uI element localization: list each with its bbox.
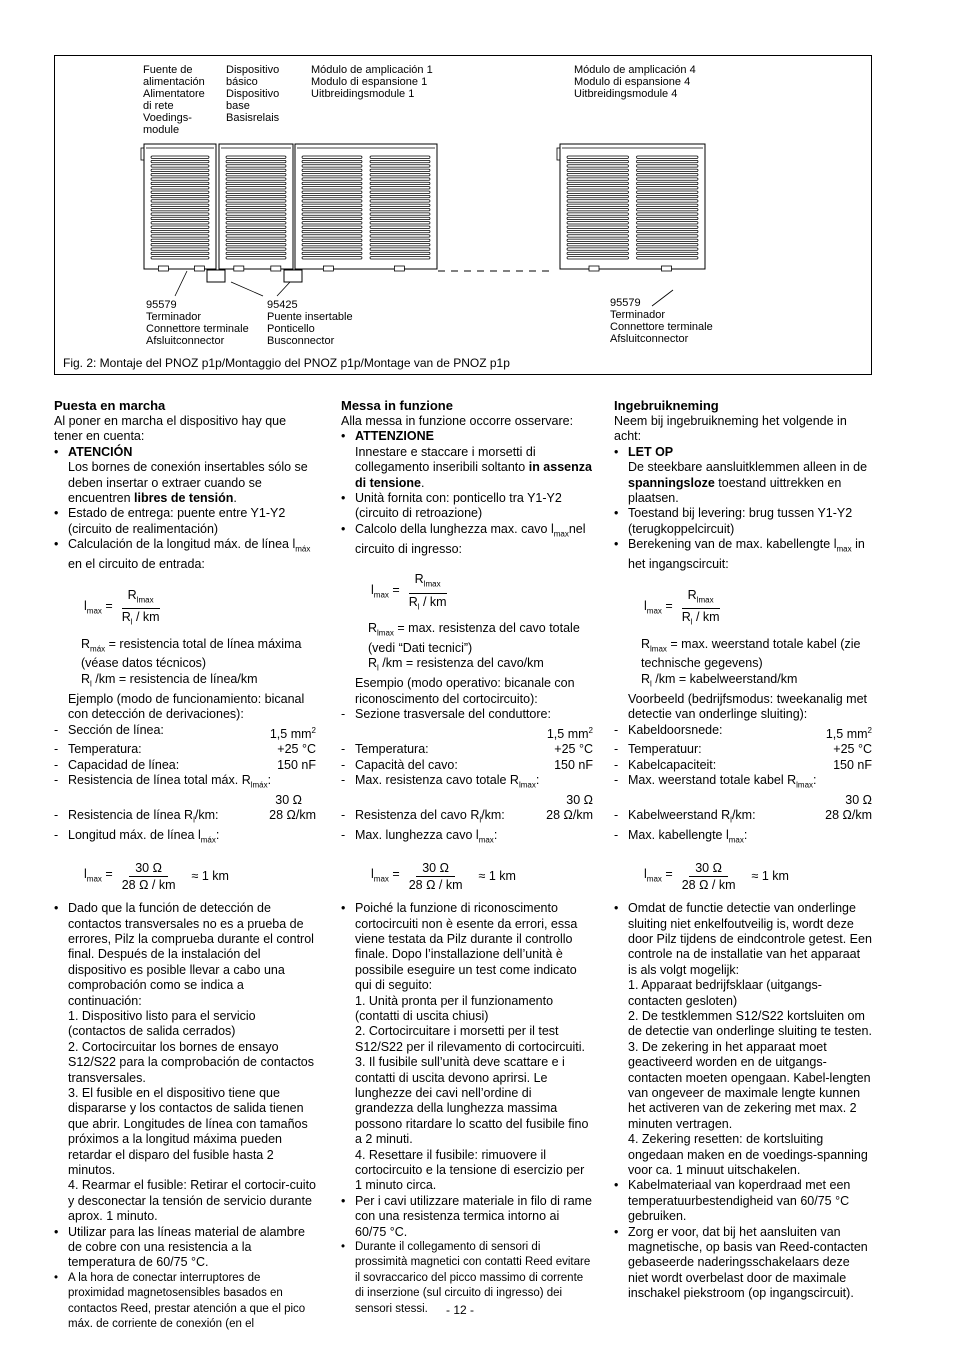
param-key: - Capacità del cavo:	[355, 757, 458, 772]
text: R	[641, 671, 651, 686]
text: =	[661, 866, 673, 881]
param-key: Max. weerstand totale kabel R	[628, 772, 797, 787]
step: 2. De testklemmen S12/S22 kortsluiten om de detectie van onderlinge sluiting te testen.	[628, 1008, 872, 1039]
step: 2. Cortocircuitar los bornes de ensayo S12/S22 para la comprobación de contactos transversales.	[68, 1039, 314, 1085]
param-row	[341, 742, 593, 757]
denominator: 28 Ω / km	[681, 878, 736, 893]
step: 3. Il fusibile sull’unità deve scattare e i contatti di uscita devono aprirsi. Le lunghezze dei cavi nell’ordine di grandezza della lunghezza massima possono ritardare lo scatto del fusibile fino a 2 minuti.	[355, 1055, 589, 1147]
text: /km = kabelweerstand/km	[651, 671, 798, 686]
subscript: l	[417, 602, 420, 612]
foot-left	[234, 266, 244, 271]
subscript: max	[836, 544, 852, 554]
param-value: 150 nF	[277, 757, 316, 772]
label-expansion-4: Módulo de amplicación 4 Modulo di espansione 4 Uitbreidingsmodule 4	[574, 64, 696, 100]
subscript: lmáx	[250, 780, 268, 790]
definition	[641, 637, 872, 672]
subscript: l	[193, 815, 195, 825]
param-value: 30 Ω	[275, 792, 302, 807]
numerator: 30 Ω	[689, 860, 728, 877]
subscript: l	[130, 617, 133, 627]
param-row	[54, 758, 316, 773]
param-value: +25 °C	[277, 742, 316, 757]
subscript: max	[373, 590, 389, 600]
example-intro: Voorbeeld (bedrijfsmodus: tweekanalig met detectie van onderlinge sluiting):	[628, 691, 868, 722]
text: .	[420, 475, 425, 490]
subscript: lmax	[796, 780, 814, 790]
params-es	[54, 723, 316, 849]
subscript: max	[553, 529, 569, 539]
figure-caption: Fig. 2: Montaje del PNOZ p1p/Montaggio del PNOZ p1p/Montage van de PNOZ p1p	[63, 356, 510, 370]
text: R	[81, 671, 91, 686]
param-key: Sezione trasversale del conduttore:	[355, 707, 551, 722]
text: toestand uittrekken en plaatsen.	[628, 475, 842, 506]
heading-es: Puesta en marcha	[54, 398, 166, 413]
emphasis: libres de tensión	[134, 491, 234, 506]
superscript: 2	[311, 725, 316, 735]
formula-lmax	[644, 587, 872, 631]
text: / km	[132, 610, 160, 625]
foot-left	[589, 266, 599, 271]
foot-left	[323, 266, 333, 271]
text: in het ingangscircuit:	[628, 537, 865, 572]
column-dutch	[614, 397, 872, 1302]
list-item	[341, 901, 593, 1194]
subscript: max	[373, 874, 389, 884]
subscript: máx	[90, 644, 106, 654]
subscript: l	[90, 679, 92, 689]
definitions-it	[341, 621, 593, 676]
param-key: Resistencia de línea R	[68, 808, 194, 823]
text: /km:	[481, 808, 505, 823]
subscript: máx	[295, 544, 311, 554]
heading-it: Messa in funzione	[341, 398, 453, 413]
warning-title: LET OP	[628, 444, 674, 459]
list-item	[614, 537, 872, 572]
foot-right	[194, 266, 204, 271]
text: / km	[419, 594, 447, 609]
list-item	[341, 522, 593, 557]
step: 4. Rearmar el fusible: Retirar el cortocir-cuito y desconectar la tensión de servicio durante aprox. 1 minuto.	[68, 1178, 316, 1224]
param-value: 1,5 mm	[546, 726, 589, 741]
param-row	[341, 758, 593, 773]
list-item	[54, 445, 316, 507]
definitions-es	[54, 637, 316, 692]
definition	[368, 656, 593, 676]
text: =	[661, 598, 673, 613]
subscript: lmax	[696, 595, 714, 605]
definition	[81, 672, 316, 692]
param-value: 1,5 mm	[825, 726, 868, 741]
intro-nl: Neem bij ingebruikneming het volgende in acht:	[614, 414, 847, 444]
param-row	[54, 773, 316, 808]
text: l	[84, 598, 87, 613]
param-key: - Capacidad de línea:	[68, 757, 180, 772]
foot-right	[271, 266, 281, 271]
example-intro: Esempio (modo operativo: bicanale con riconoscimento del cortocircuito):	[355, 676, 575, 706]
text: R	[641, 636, 651, 651]
subscript: máx	[200, 835, 216, 845]
numerator: 30 Ω	[416, 860, 455, 877]
emphasis: in assenza di tensione	[355, 460, 592, 490]
subscript: max	[478, 835, 494, 845]
example-intro: Ejemplo (modo de funcionamiento: bicanal con detección de derivaciones):	[68, 691, 305, 722]
label-basic-device: Dispositivo básico Dispositivo base Basisrelais	[226, 64, 280, 124]
text: R	[368, 656, 378, 671]
text: :	[215, 828, 220, 843]
intro-es: Al poner en marcha el dispositivo hay que tener en cuenta:	[54, 414, 287, 444]
param-value: 150 nF	[554, 757, 593, 772]
subscript: max	[86, 606, 102, 616]
pointer-line	[175, 271, 187, 296]
label-bridge-connector: 95425 Puente insertable Ponticello Busconnector	[267, 299, 353, 347]
definition	[641, 672, 872, 692]
text: :	[535, 772, 540, 787]
param-row	[341, 808, 593, 828]
list-item: • Toestand bij levering: brug tussen Y1-Y2 (terugkoppelcircuit)	[614, 506, 872, 537]
text: l	[644, 866, 647, 881]
list-item: • Kabelmateriaal van koperdraad met een temperatuurbestendigheid van 60/75 °C gebruiken.	[614, 1178, 872, 1224]
superscript: 2	[867, 725, 872, 735]
param-value: 30 Ω	[845, 792, 872, 807]
subscript: max	[646, 606, 662, 616]
list-item	[54, 901, 316, 1225]
param-key: - Kabeldoorsnede:	[628, 722, 723, 737]
label-power-supply: Fuente de alimentación Alimentatore di rete Voedings- module	[143, 64, 205, 136]
denominator: 28 Ω / km	[121, 878, 176, 893]
result: ≈ 1 km	[478, 868, 516, 883]
formula-example	[644, 860, 872, 893]
text: :	[267, 772, 272, 787]
step: 4. Resettare il fusibile: rimuovere il cortocircuito e la tensione di esercizio per 1 minuto circa.	[355, 1147, 585, 1193]
heading-nl: Ingebruikneming	[614, 398, 719, 413]
param-value: +25 °C	[833, 742, 872, 757]
bridge-connector	[284, 270, 302, 282]
param-key: - Temperatura:	[68, 742, 142, 757]
definition	[81, 637, 316, 672]
list-nl-2	[614, 901, 872, 1302]
param-row	[614, 723, 872, 743]
list-item	[341, 429, 593, 491]
param-row	[54, 742, 316, 757]
text: /km = resistenza del cavo/km	[378, 656, 544, 671]
list-item: • Utilizar para las líneas material de alambre de cobre con una resistencia a la temperatura de 60/75 °C.	[54, 1225, 316, 1271]
list-item: • Unità fornita con: ponticello tra Y1-Y2 (circuito di retroazione)	[341, 491, 593, 522]
text: Los bornes de conexión insertables sólo se deben insertar o extraer cuando se encuentren	[68, 460, 308, 506]
param-key: - Temperatura:	[355, 742, 429, 757]
text: Berekening van de max. kabellengte l	[628, 537, 837, 552]
text: en el circuito de entrada:	[68, 557, 205, 572]
text: R	[127, 587, 137, 602]
text: =	[388, 866, 400, 881]
param-key: - Kabelcapaciteit:	[628, 757, 717, 772]
text: Innestare e staccare i morsetti di collegamento inseribili soltanto	[355, 444, 536, 475]
param-row	[614, 808, 872, 828]
step: 4. Zekering resetten: de kortsluiting ongedaan maken en de voedings-spanning voor ca. 1 minuut uitschakelen.	[628, 1132, 868, 1177]
warning-title: ATENCIÓN	[68, 444, 133, 459]
param-value: 28 Ω/km	[269, 808, 316, 823]
param-key: Kabelweerstand R	[628, 808, 731, 823]
subscript: lmax	[518, 780, 536, 790]
denominator: 28 Ω / km	[408, 878, 463, 893]
param-row	[54, 808, 316, 828]
text: l	[84, 866, 87, 881]
param-key: Resistenza del cavo R	[355, 808, 480, 823]
list-item	[614, 901, 872, 1178]
list-item	[54, 537, 316, 572]
text: R	[687, 587, 697, 602]
text: / km	[692, 610, 720, 625]
step: 1. Unità pronta per il funzionamento (contatti di uscita chiusi)	[355, 993, 554, 1023]
list-es	[54, 445, 316, 573]
text: Poiché la funzione di riconoscimento cortocircuiti non è esente da errori, essa viene testata da Pilz durante il controllo finale. Dopo l’installazione dell’unità è possibile eseguire un test come indicato qui di seguito:	[355, 901, 578, 993]
step: 2. Cortocircuitare i morsetti per il test S12/S22 per il rilevamento di cortocircuiti.	[355, 1024, 585, 1054]
text: :	[743, 828, 748, 843]
label-terminator-right: 95579 Terminador Connettore terminale Afsluitconnector	[610, 297, 713, 345]
list-it-2	[341, 901, 593, 1317]
list-it	[341, 429, 593, 557]
foot-right	[394, 266, 404, 271]
param-row	[614, 742, 872, 757]
subscript: lmax	[136, 595, 154, 605]
text: R	[81, 636, 91, 651]
param-key: - Sección de línea:	[68, 722, 164, 737]
subscript: l	[690, 617, 693, 627]
param-value: 150 nF	[833, 757, 872, 772]
list-item: • Durante il collegamento di sensori di prossimità magnetici con contatti Reed evitare il sovraccarico del picco massimo di corrente di inserzione (sul circuito di ingresso) dei sensori stessi.	[341, 1240, 593, 1317]
foot-left	[158, 266, 168, 271]
text: :	[813, 772, 817, 787]
step: 3. El fusible en el dispositivo tiene que dispararse y los contactos de salida tienen que abrir. Longitudes de línea con tamaños próximos a la longitud máxima pueden retardar el disparo del fusible hasta 2 minutos.	[68, 1085, 308, 1177]
param-row	[614, 758, 872, 773]
param-key: Max. kabellengte l	[628, 828, 729, 843]
formula-lmax	[371, 571, 593, 615]
subscript: lmax	[377, 628, 394, 638]
column-italian	[341, 397, 593, 1317]
param-row	[614, 773, 872, 808]
figure-2	[54, 55, 872, 375]
text: R	[121, 610, 131, 625]
subscript: max	[86, 874, 102, 884]
emphasis: spanningsloze	[628, 475, 715, 490]
text: =	[101, 866, 113, 881]
text: nel circuito di ingresso:	[355, 521, 586, 556]
text: .	[233, 491, 237, 506]
text: l	[644, 598, 647, 613]
text: Omdat de functie detectie van onderlinge sluiting niet enkelfoutveilig is, wordt deze door Pilz tijdens de eindcontrole getest. Een controle na de installatie van het apparaat is als volgt mogelijk:	[628, 901, 872, 977]
param-key: Resistencia de línea total máx. R	[68, 772, 251, 787]
intro-it: Alla messa in funzione occorre osservare:	[341, 414, 574, 428]
text: = resistencia total de línea máxima (véase datos técnicos)	[81, 636, 302, 671]
param-value: 30 Ω	[566, 792, 593, 807]
pointer-line	[231, 282, 263, 296]
text: Dado que la función de detección de contactos transversales no es a prueba de errores, Pilz la comprueba durante el control final. Después de la instalación del dispositivo es posible llevar a cabo una comprobación como se indica a continuación:	[68, 901, 314, 1008]
text: =	[101, 598, 113, 613]
param-row	[54, 828, 316, 848]
page-number: - 12 -	[446, 1303, 475, 1317]
list-nl	[614, 445, 872, 573]
bridge-connector	[207, 270, 225, 282]
result: ≈ 1 km	[191, 868, 229, 883]
param-value: 28 Ω/km	[825, 808, 872, 823]
step: 1. Dispositivo listo para el servicio (contactos de salida cerrados)	[68, 1008, 256, 1039]
text: :	[493, 828, 498, 843]
text: l	[371, 866, 374, 881]
numerator: 30 Ω	[129, 860, 168, 877]
text: R	[368, 621, 378, 636]
param-value: 1,5 mm	[269, 726, 312, 741]
subscript: l	[479, 815, 482, 825]
param-row	[341, 828, 593, 848]
subscript: max	[728, 835, 744, 845]
text: = max. weerstand totale kabel (zie technische gegevens)	[641, 636, 861, 671]
column-spanish	[54, 397, 316, 1332]
definitions-nl	[614, 637, 872, 692]
label-expansion-1: Módulo de amplicación 1 Modulo di espansione 1 Uitbreidingsmodule 1	[311, 64, 433, 100]
param-row	[341, 773, 593, 808]
param-row	[54, 723, 316, 743]
text: =	[388, 583, 400, 598]
param-row	[614, 828, 872, 848]
step: 1. Apparaat bedrijfsklaar (uitgangs-contacten gesloten)	[628, 978, 822, 1008]
list-item: • Per i cavi utilizzare materiale in filo di rame con una resistenza termica intorno ai 60/75 °C.	[341, 1194, 593, 1240]
param-key: Max. resistenza cavo totale R	[355, 772, 519, 787]
subscript: lmax	[423, 579, 441, 589]
list-item	[614, 445, 872, 507]
superscript: 2	[588, 725, 593, 735]
text: Calculación de la longitud máx. de línea l	[68, 537, 296, 552]
subscript: l	[730, 815, 732, 825]
text: Calcolo della lunghezza max. cavo l	[355, 521, 554, 536]
formula-lmax	[84, 587, 316, 631]
step: 3. De zekering in het apparaat moet geactiveerd worden en de uitgangs-contacten moeten opengaan. Kabel-lengten van ongeveer de maximale lengte kunnen het activeren van de zekering met max. 2 minuten vertragen.	[628, 1039, 871, 1131]
foot-right	[662, 266, 672, 271]
subscript: l	[377, 663, 379, 673]
label-terminator-left: 95579 Terminador Connettore terminale Afsluitconnector	[146, 299, 249, 347]
param-value: +25 °C	[554, 742, 593, 757]
param-key: Longitud máx. de línea l	[68, 828, 201, 843]
text: l	[371, 583, 374, 598]
formula-example	[84, 860, 316, 893]
param-key: - Temperatuur:	[628, 742, 702, 757]
list-item: • Estado de entrega: puente entre Y1-Y2 (circuito de realimentación)	[54, 506, 316, 537]
list-es-2	[54, 901, 316, 1332]
subscript: l	[650, 679, 652, 689]
result: ≈ 1 km	[751, 868, 789, 883]
warning-title: ATTENZIONE	[355, 429, 434, 444]
param-row	[341, 707, 593, 742]
param-value: 28 Ω/km	[546, 808, 593, 823]
subscript: max	[646, 874, 662, 884]
params-nl	[614, 723, 872, 849]
text: R	[681, 610, 691, 625]
pointer-line	[277, 282, 290, 296]
text: R	[414, 572, 424, 587]
text: De steekbare aansluitklemmen alleen in de	[628, 460, 868, 475]
formula-example	[371, 860, 593, 893]
subscript: lmax	[650, 644, 667, 654]
definition	[368, 621, 593, 656]
param-key: Max. lunghezza cavo l	[355, 828, 479, 843]
text: /km:	[194, 808, 219, 823]
list-item: • A la hora de conectar interruptores de proximidad magnetosensibles basados en contactos Reed, prestar atención a que el pico máx. de corriente de conexión (en el	[54, 1271, 316, 1333]
params-it	[341, 707, 593, 848]
text: = max. resistenza del cavo totale (vedi “Dati tecnici”)	[368, 621, 580, 656]
list-item: • Zorg er voor, dat bij het aansluiten van magnetische, op basis van Reed-contacten gebaseerde naderingsschakelaars deze niet wordt overbelast door de maximale inschakel piekstroom (op ingangscircuit).	[614, 1225, 872, 1302]
text: /km = resistencia de línea/km	[91, 671, 258, 686]
text: R	[408, 594, 418, 609]
text: /km:	[731, 808, 756, 823]
